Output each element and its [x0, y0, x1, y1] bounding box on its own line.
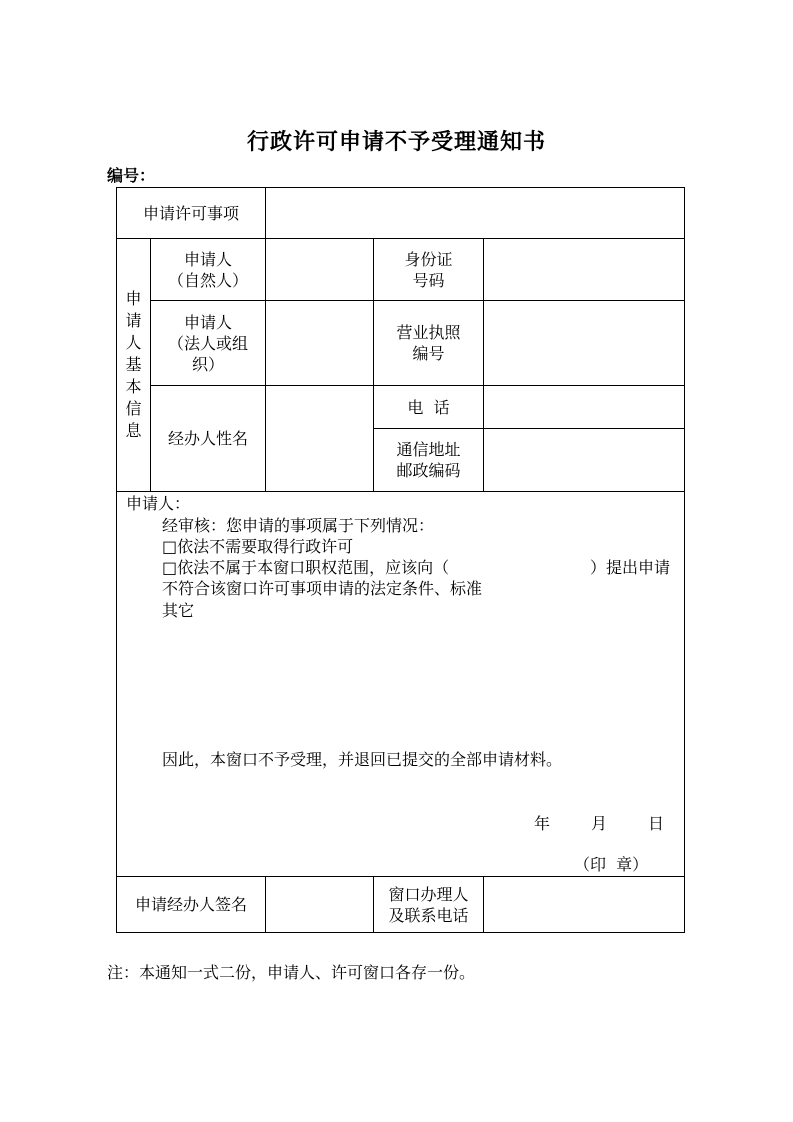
footnote: 注：本通知一式二份，申请人、许可窗口各存一份。 [107, 963, 476, 982]
application-item-label: 申请许可事项 [142, 203, 239, 223]
document-title: 行政许可申请不予受理通知书 [246, 130, 546, 155]
natural-person-label: 申请人 （自然人） [167, 249, 248, 290]
option-out-of-scope-suffix: ）提出申请 [590, 558, 671, 577]
date-year: 年 [534, 814, 551, 833]
phone-label: 电 话 [407, 397, 450, 417]
legal-person-value [266, 301, 373, 385]
date-month: 月 [591, 814, 608, 833]
address-postcode-label: 通信地址 邮政编码 [396, 440, 461, 480]
option-conditions-not-met: 不符合该窗口许可事项申请的法定条件、标准 [162, 579, 483, 598]
serial-number-label: 编号： [107, 166, 156, 185]
handler-name-label: 经办人性名 [167, 429, 248, 448]
application-item-value [266, 188, 684, 238]
option-out-of-scope: □依法不属于本窗口职权范围，应该向（ [162, 558, 450, 577]
option-no-permit-needed: □依法不需要取得行政许可 [162, 537, 354, 556]
window-handler-label: 窗口办理人 及联系电话 [388, 884, 469, 925]
date-day: 日 [648, 814, 665, 833]
row-divider [116, 491, 685, 492]
natural-person-value [266, 239, 373, 300]
option-other: 其它 [162, 601, 195, 620]
legal-person-label: 申请人 （法人或组 织） [167, 312, 248, 374]
applicant-salutation: 申请人： [126, 494, 191, 513]
review-statement: 经审核：您申请的事项属于下列情况： [162, 516, 435, 535]
business-license-value [484, 301, 684, 385]
seal-placeholder: （印 章） [574, 855, 649, 874]
signer-label: 申请经办人签名 [134, 895, 247, 914]
id-number-label: 身份证 号码 [404, 249, 453, 290]
signer-value [266, 877, 373, 932]
handler-name-value [266, 386, 373, 491]
applicant-info-vertical-label: 申请人基本信息 [125, 289, 142, 440]
rejection-conclusion: 因此，本窗口不予受理，并退回已提交的全部申请材料。 [162, 750, 563, 769]
business-license-label: 营业执照 编号 [396, 323, 461, 363]
id-number-value [484, 239, 684, 300]
window-handler-value [484, 877, 684, 932]
address-postcode-value [484, 429, 684, 491]
phone-value [484, 386, 684, 428]
